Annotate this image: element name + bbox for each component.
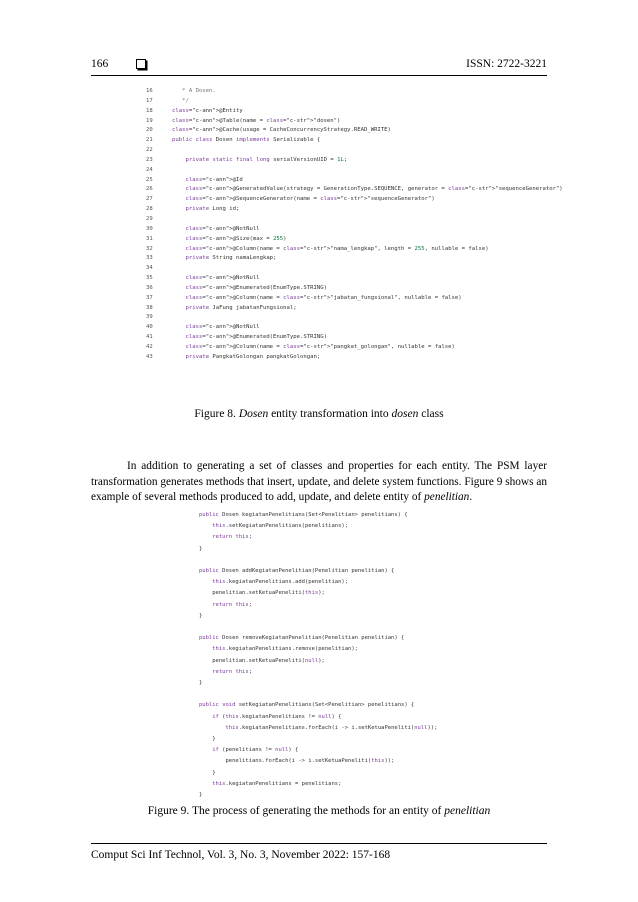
code-line [146,166,563,176]
code-line [146,254,563,264]
code-line [146,343,563,353]
line-text: class="c-ann">@Column(name = class="c-str">"pangkat_golongan", nullable = false) [185,343,455,350]
line-text: */ [172,97,189,104]
line-number: 24 [146,166,153,173]
line-text: class="c-ann">@Table(name = class="c-str">"dosen") [172,117,341,124]
line-number: 40 [146,324,153,331]
code-line [146,225,563,235]
code-line [146,245,563,255]
code-line: } [199,612,203,619]
line-number: 30 [146,225,153,232]
line-text: class="c-ann">@Enumerated(EnumType.STRING) [185,284,327,291]
line-number: 17 [146,97,153,104]
code-line: } [199,680,203,687]
code-line: penelitian.setKetuaPeneliti(this); [199,590,325,597]
code-line [199,689,437,700]
line-number: 39 [146,314,153,321]
code-line [146,274,563,284]
code-line [146,97,563,107]
line-number: 20 [146,127,153,134]
caption-entity: penelitian [444,805,491,817]
code-line: } [199,792,203,799]
code-line [146,353,563,363]
page-number: 166 [91,58,109,70]
line-number: 26 [146,186,153,193]
code-line: penelitian.setKetuaPeneliti(null); [199,657,325,664]
line-number: 22 [146,147,153,154]
figure-9-caption: Figure 9. The process of generating the methods for an entity of penelitian [147,805,491,817]
figure-8-caption: Figure 8. Dosen entity transformation into dosen class [194,408,444,420]
line-number: 38 [146,304,153,311]
line-number: 35 [146,275,153,282]
code-line [146,87,563,97]
code-line [146,156,563,166]
line-number: 25 [146,176,153,183]
code-line: public void setKegiatanPenelitians(Set<Penelitian> penelitians) { [199,702,415,709]
line-text: private JaFung jabatanFungsional; [185,304,297,311]
code-line [146,176,563,186]
code-line: public Dosen removeKegiatanPenelitian(Penelitian penelitian) { [199,635,405,642]
paragraph-emphasis: penelitian [424,491,470,503]
code-line: public Dosen kegiatanPenelitians(Set<Penelitian> penelitians) { [199,512,408,518]
line-text: class="c-ann">@Id [185,176,243,183]
line-text: class="c-ann">@Entity [172,107,243,114]
code-line: return this; [212,601,252,608]
line-number: 18 [146,107,153,114]
line-number: 33 [146,255,153,262]
code-line [199,622,437,633]
line-text: private String namaLengkap; [185,255,277,262]
line-text: private Long id; [185,206,240,213]
header-rule [91,75,547,76]
footer-rule [91,843,547,844]
code-line [146,264,563,274]
code-line [146,185,563,195]
code-line [146,205,563,215]
body-paragraph: In addition to generating a set of classes and properties for each entity. The PSM layer transformation generates methods that insert, update, and delete system functions. Figure 9 shows an example of several methods produced to add, update, and delete entity of penelitian. [91,460,547,503]
code-line [146,107,563,117]
code-line [146,333,563,343]
code-line [146,294,563,304]
line-number: 43 [146,353,153,360]
code-line: if (penelitians != null) { [212,747,299,754]
code-line [199,555,437,566]
page-header [91,58,547,70]
footer-citation: Comput Sci Inf Technol, Vol. 3, No. 3, November 2022: 157-168 [91,849,391,861]
line-text: class="c-ann">@Cache(usage = CacheConcurrencyStrategy.READ_WRITE) [172,127,391,134]
caption-class: dosen [391,408,419,420]
caption-entity: Dosen [238,408,269,420]
issn: ISSN: 2722-3221 [466,58,547,70]
code-line: this.kegiatanPenelitians.add(penelitian); [212,579,349,586]
code-line [146,117,563,127]
code-line: penelitians.forEach(i -> i.setKetuaPeneliti(this)); [199,758,395,765]
code-line: this.kegiatanPenelitians.remove(penelitian); [212,646,358,653]
line-text: class="c-ann">@NotNull [185,275,260,282]
line-text: class="c-ann">@NotNull [185,324,260,331]
line-number: 29 [146,215,153,222]
line-number: 27 [146,196,153,203]
code-line [146,195,563,205]
code-line [146,304,563,314]
line-number: 19 [146,117,153,124]
line-number: 37 [146,294,153,301]
line-number: 23 [146,156,153,163]
code-line: this.setKegiatanPenelitians(penelitians); [212,523,349,530]
line-text: class="c-ann">@Enumerated(EnumType.STRING) [185,334,327,341]
code-line [146,313,563,323]
line-text: private PangkatGolongan pangkatGolongan; [185,353,321,360]
code-line [146,235,563,245]
code-line: this.kegiatanPenelitians = penelitians; [212,780,342,787]
line-number: 21 [146,137,153,144]
line-text: class="c-ann">@NotNull [185,225,260,232]
line-text: private static final long serialVersionUID = 1L; [185,156,348,163]
line-number: 41 [146,334,153,341]
code-line: } [199,545,203,552]
line-number: 28 [146,206,153,213]
line-text: class="c-ann">@SequenceGenerator(name = class="c-str">"sequenceGenerator") [185,196,435,203]
code-line [146,136,563,146]
checkbox-square-icon [136,59,146,69]
code-line: return this; [212,534,252,541]
code-line: } [199,736,216,743]
line-number: 42 [146,343,153,350]
code-line: return this; [212,668,252,675]
line-text: class="c-ann">@GeneratedValue(strategy = GenerationType.SEQUENCE, generator = class="c-str">"sequenceGenerator") [185,186,563,193]
line-text: class="c-ann">@Column(name = class="c-str">"nama_lengkap", length = 255, nullable = false) [185,245,489,252]
code-line [146,323,563,333]
code-line [146,126,563,136]
code-line: if (this.kegiatanPenelitians != null) { [212,713,342,720]
code-line [146,146,563,156]
code-listing-methods [199,510,437,801]
line-text: * A Dosen. [172,88,216,94]
code-listing-dosen [146,87,563,363]
code-line [146,284,563,294]
code-line [146,215,563,225]
line-number: 31 [146,235,153,242]
line-text: class="c-ann">@Size(max = 255) [185,235,287,242]
line-number: 34 [146,265,153,272]
line-number: 16 [146,88,153,94]
line-number: 32 [146,245,153,252]
code-line: } [199,769,216,776]
code-line: public Dosen addKegiatanPenelitian(Penelitian penelitian) { [199,568,395,575]
line-text: public class Dosen implements Serializable { [172,137,321,144]
line-number: 36 [146,284,153,291]
code-line: this.kegiatanPenelitians.forEach(i -> i.setKetuaPeneliti(null)); [225,724,438,731]
line-text: class="c-ann">@Column(name = class="c-str">"jabatan_fungsional", nullable = false) [185,294,462,301]
